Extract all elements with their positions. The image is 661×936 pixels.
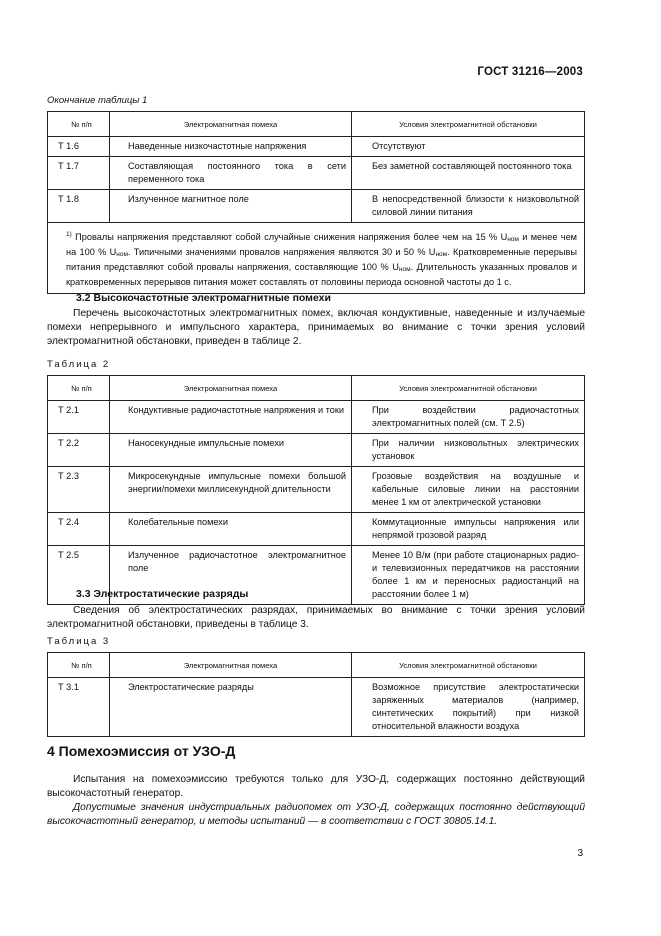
row-number: Т 3.1	[48, 678, 110, 737]
row-phenomenon: Колебательные помехи	[110, 513, 352, 546]
table2-header-row	[48, 376, 585, 401]
table1-header-row	[48, 112, 585, 137]
section-3-2-paragraph	[47, 307, 585, 350]
table-row	[48, 137, 585, 157]
row-phenomenon: Электростатические разряды	[110, 678, 352, 737]
row-conditions: При воздействии радиочастотных электромагнитных полей (см. Т 2.5)	[352, 401, 585, 434]
footnote-text: и менее чем на 100 % U	[66, 232, 577, 258]
row-phenomenon: Наносекундные импульсные помехи	[110, 434, 352, 467]
column-header: Условия электромагнитной обстановки	[352, 653, 585, 678]
row-number: Т 1.7	[48, 157, 110, 190]
table1	[47, 111, 585, 294]
table-row	[48, 401, 585, 434]
table-row	[48, 467, 585, 513]
table-row	[48, 434, 585, 467]
row-conditions: В непосредственной близости к низковольтной силовой линии питания	[352, 190, 585, 223]
column-header: № п/п	[48, 653, 110, 678]
footnote-subscript: ном	[507, 236, 519, 244]
row-number: Т 2.1	[48, 401, 110, 434]
table3-caption: Таблица 3	[47, 636, 111, 647]
section-4-paragraph-2	[47, 801, 585, 829]
table2-caption: Таблица 2	[47, 359, 111, 370]
table-row	[48, 678, 585, 737]
paragraph-text: Испытания на помехоэмиссию требуются только для УЗО-Д, содержащих постоянно действующий высокочастотный генератор.	[47, 774, 585, 800]
row-number: Т 1.8	[48, 190, 110, 223]
row-number: Т 2.5	[48, 546, 110, 605]
row-conditions: Коммутационные импульсы напряжения или непрямой грозовой разряд	[352, 513, 585, 546]
table-row	[48, 190, 585, 223]
row-number: Т 2.2	[48, 434, 110, 467]
column-header: Электромагнитная помеха	[110, 653, 352, 678]
document-code: ГОСТ 31216—2003	[477, 66, 583, 78]
section-4-paragraph-1	[47, 773, 585, 801]
row-phenomenon: Кондуктивные радиочастотные напряжения и токи	[110, 401, 352, 434]
table2	[47, 375, 585, 605]
row-number: Т 1.6	[48, 137, 110, 157]
page-number: 3	[577, 848, 583, 859]
column-header: Условия электромагнитной обстановки	[352, 376, 585, 401]
section-3-2-heading: 3.2 Высокочастотные электромагнитные помехи	[76, 292, 331, 304]
row-number: Т 2.4	[48, 513, 110, 546]
table-row	[48, 513, 585, 546]
footnote-text: . Типичными значениями провалов напряжения являются 30 и 50 % U	[127, 247, 436, 258]
footnote-subscript: ном	[435, 251, 448, 259]
row-conditions: Грозовые воздействия на воздушные и кабельные силовые линии на расстоянии менее 1 км от электрической установки	[352, 467, 585, 513]
row-phenomenon: Составляющая постоянного тока в сети переменного тока	[110, 157, 352, 190]
section-3-3-heading: 3.3 Электростатические разряды	[76, 588, 249, 600]
footnote-text: . Кратковременные перерывы питания представляют собой провалы напряжения, составляющие 100 % U	[66, 247, 577, 273]
footnote-subscript: ном	[398, 266, 411, 274]
footnote-subscript: ном	[116, 251, 128, 259]
row-conditions: Без заметной составляющей постоянного тока	[352, 157, 585, 190]
row-number: Т 2.3	[48, 467, 110, 513]
column-header: Условия электромагнитной обстановки	[352, 112, 585, 137]
section-3-3-paragraph	[47, 604, 585, 632]
row-conditions: Возможное присутствие электростатически заряженных материалов (например, синтетических покрытий) при низкой относительной влажности воздуха	[352, 678, 585, 737]
row-phenomenon: Микросекундные импульсные помехи большой энергии/помехи миллисекундной длительности	[110, 467, 352, 513]
table1-footnote	[48, 223, 585, 294]
column-header: Электромагнитная помеха	[110, 112, 352, 137]
table-row	[48, 157, 585, 190]
row-phenomenon: Наведенные низкочастотные напряжения	[110, 137, 352, 157]
section-4-heading: 4 Помехоэмиссия от УЗО-Д	[47, 743, 236, 759]
footnote-text: . Длительность указанных провалов и кратковременных перерывов питания может составлять от половины периода основной частоты до 1 с.	[66, 262, 577, 288]
column-header: № п/п	[48, 376, 110, 401]
column-header: Электромагнитная помеха	[110, 376, 352, 401]
table1-footnote-row	[48, 223, 585, 294]
row-phenomenon: Излученное магнитное поле	[110, 190, 352, 223]
row-conditions: Отсутствуют	[352, 137, 585, 157]
table1-caption: Окончание таблицы 1	[47, 95, 148, 106]
footnote-marker: 1)	[66, 231, 72, 238]
table3-header-row	[48, 653, 585, 678]
paragraph-text: Допустимые значения индустриальных радиопомех от УЗО-Д, содержащих постоянно действующий высокочастотный генератор, и методы испытаний — в соответствии с ГОСТ 30805.14.1.	[47, 802, 585, 828]
row-conditions: При наличии низковольтных электрических установок	[352, 434, 585, 467]
row-conditions: Менее 10 В/м (при работе стационарных радио- и телевизионных передатчиков на расстоянии более 1 км и переносных радиостанций на расстоянии более 1 м)	[352, 546, 585, 605]
paragraph-text: Сведения об электростатических разрядах, принимаемых во внимание с точки зрения условий электромагнитной обстановки, приведены в таблице 3.	[47, 605, 585, 631]
column-header: № п/п	[48, 112, 110, 137]
footnote-text: Провалы напряжения представляют собой случайные снижения напряжения более чем на 15 % U	[71, 232, 508, 243]
row-phenomenon: Излученное радиочастотное электромагнитное поле	[110, 546, 352, 605]
table3	[47, 652, 585, 737]
paragraph-text: Перечень высокочастотных электромагнитных помех, включая кондуктивные, наведенные и излучаемые помехи непрерывного и импульсного характера, принимаемых во внимание с точки зрения условий электромагнитной обстановки, приведен в таблице 2.	[47, 308, 585, 348]
